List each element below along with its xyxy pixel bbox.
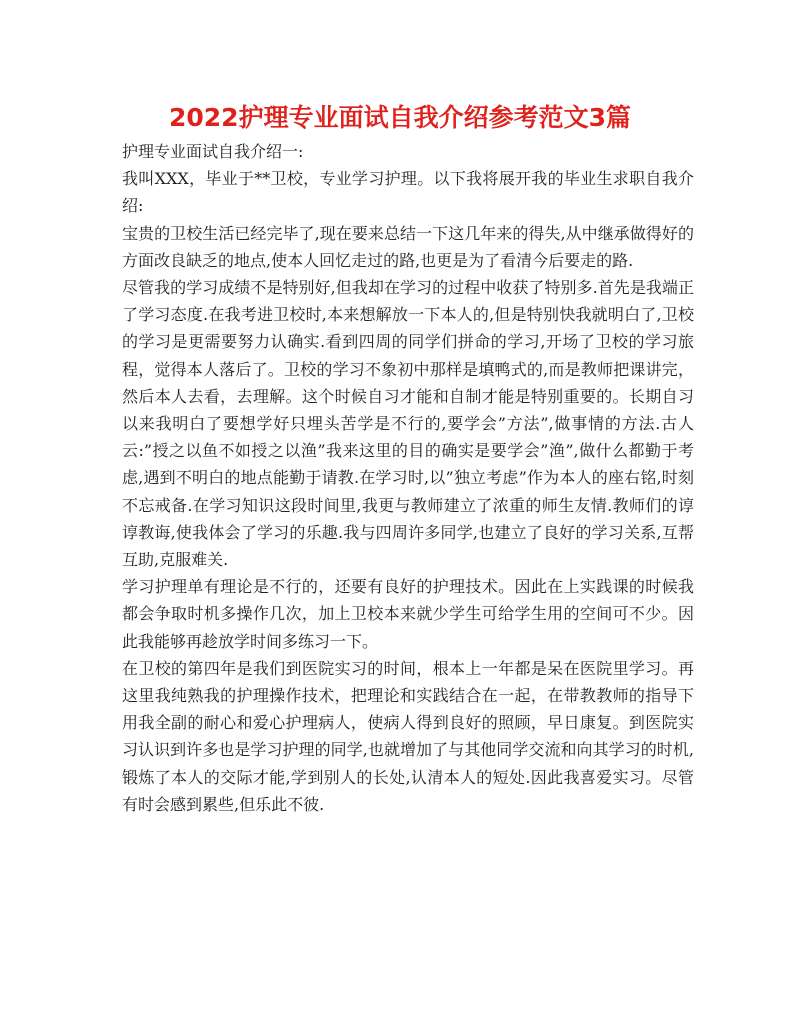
paragraph-nursing-practice: 学习护理单有理论是不行的，还要有良好的护理技术。因此在上实践课的时候我都会争取时机多操作几次，加上卫校本来就少学生可给学生用的空间可不少。因此我能够再趁放学时间多练习一下。 — [122, 577, 694, 651]
paragraph-intro-heading: 护理专业面试自我介绍一: — [122, 142, 304, 161]
paragraph-school-life: 宝贵的卫校生活已经完毕了,现在要来总结一下这几年来的得失,从中继承做得好的方面改良缺乏的地点,使本人回忆走过的路,也更是为了看清今后要走的路. — [122, 223, 694, 270]
paragraph-self-introduction: 我叫XXX，毕业于**卫校，专业学习护理。以下我将展开我的毕业生求职自我介绍: — [122, 169, 694, 216]
paragraph-study-attitude: 尽管我的学习成绩不是特别好,但我却在学习的过程中收获了特别多.首先是我端正了学习态度.在我考进卫校时,本来想解放一下本人的,但是特别快我就明白了,卫校的学习是更需要努力认确实.看到四周的同学们拼命的学习,开场了卫校的学习旅程，觉得本人落后了。卫校的学习不象初中那样是填鸭式的,而是教师把课讲完，然后本人去看，去理解。这个时候自习才能和自制才能是特别重要的。长期自习以来我明白了要想学好只埋头苦学是不行的,要学会”方法”,做事情的方法.古人云:”授之以鱼不如授之以渔”我来这里的目的确实是要学会”渔”,做什么都勤于考虑,遇到不明白的地点能勤于请教.在学习时,以”独立考虑”作为本人的座右铭,时刻不忘戒备.在学习知识这段时间里,我更与教师建立了浓重的师生友情.教师们的谆谆教诲,使我体会了学习的乐趣.我与四周许多同学,也建立了良好的学习关系,互帮互助,克服难关. — [122, 278, 694, 570]
document-body — [122, 138, 694, 818]
document-title: 2022护理专业面试自我介绍参考范文3篇 — [169, 103, 631, 132]
paragraph-hospital-internship: 在卫校的第四年是我们到医院实习的时间，根本上一年都是呆在医院里学习。再这里我纯熟我的护理操作技术，把理论和实践结合在一起，在带教教师的指导下用我全副的耐心和爱心护理病人，使病人得到良好的照顾，早日康复。到医院实习认识到许多也是学习护理的同学,也就增加了与其他同学交流和向其学习的时机,锻炼了本人的交际才能,学到别人的长处,认清本人的短处.因此我喜爱实习。尽管有时会感到累些,但乐此不彼. — [122, 658, 694, 814]
